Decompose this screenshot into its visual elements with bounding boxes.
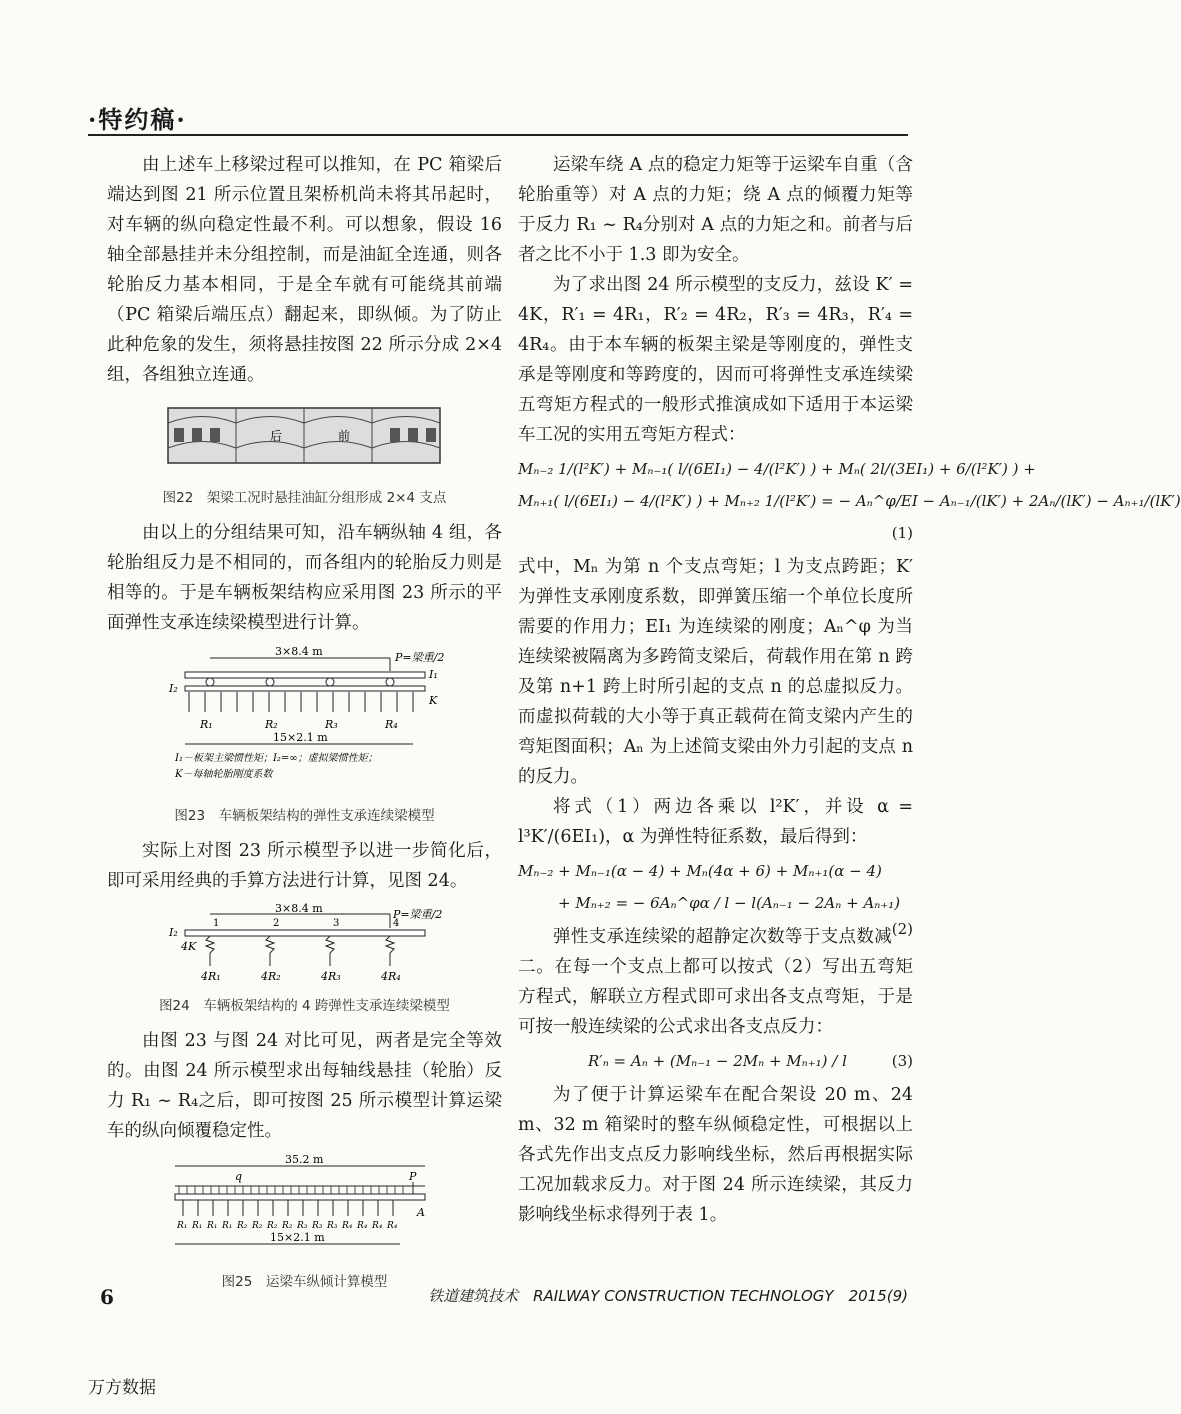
fig24-span: 3×8.4 m xyxy=(274,902,323,915)
right-paragraph-3: 式中，Mₙ 为第 n 个支点弯矩；l 为支点跨距；K′为弹性支承刚度系数，即弹簧压缩一个单位长度所需要的作用力；EI₁ 为连续梁的刚度；Aₙ^φ 为当连续梁被隔离为多跨简支梁后，荷载作用在第 n 跨及第 n+1 跨上时所引起的支点 n 的总虚拟反力。而虚拟荷载的大小等于真正载荷在简支梁内产生的弯矩图面积；Aₙ 为上述简支梁由外力引起的支点 n 的反力。 xyxy=(518,557,913,787)
fig23-r2: R₂ xyxy=(264,718,278,731)
fig23-load: P=梁重/2 xyxy=(394,651,444,664)
fig25-r-6: R₂ xyxy=(266,1221,277,1231)
figure-25-caption: 图25 运梁车纵倾计算模型 xyxy=(221,1274,388,1290)
fig25-r-2: R₁ xyxy=(206,1221,217,1231)
fig24-r3: 4R₃ xyxy=(320,970,341,983)
fig25-r-0: R₁ xyxy=(176,1221,187,1231)
watermark: 万方数据 xyxy=(88,1378,156,1398)
fig25-r-9: R₃ xyxy=(311,1221,322,1231)
four-span-beam-model xyxy=(155,904,455,986)
fig25-span: 35.2 m xyxy=(284,1153,323,1166)
right-paragraph-6: 为了便于计算运梁车在配合架设 20 m、24 m、32 m 箱梁时的整车纵倾稳定性，可根据以上各式先作出支点反力影响线坐标，然后再根据实际工况加载求反力。对于图 24 所示连续梁，其反力影响线坐标求得列于表 1。 xyxy=(518,1085,913,1225)
figure-22-caption: 图22 架梁工况时悬挂油缸分组形成 2×4 支点 xyxy=(162,490,447,506)
fig24-r1: 4R₁ xyxy=(200,970,221,983)
left-paragraph-1: 由上述车上移梁过程可以推知，在 PC 箱梁后端达到图 21 所示位置且架桥机尚未将其吊起时，对车辆的纵向稳定性最不利。可以想象，假设 16 轴全部悬挂并未分组控制，而是油缸全连通，则各轮胎反力基本相同，于是全车就有可能绕其前端（PC 箱梁后端压点）翻起来，即纵倾。为了防止此种危象的发生，须将悬挂按图 22 所示分成 2×4 组，各组独立连通。 xyxy=(107,155,502,385)
fig25-q: q xyxy=(234,1170,242,1183)
fig24-k: 4K xyxy=(180,940,196,953)
fig24-n4: 4 xyxy=(392,918,399,929)
fig25-r-14: R₄ xyxy=(386,1221,397,1231)
fig25-r-1: R₁ xyxy=(191,1221,202,1231)
fig23-bottom: 15×2.1 m xyxy=(272,731,328,744)
fig24-n1: 1 xyxy=(212,918,219,929)
elastic-beam-model xyxy=(155,646,455,796)
fig25-r-8: R₃ xyxy=(296,1221,307,1231)
fig25-r-13: R₄ xyxy=(371,1221,382,1231)
right-column xyxy=(518,150,1181,1230)
header-rule xyxy=(88,134,908,136)
fig25-r-12: R₄ xyxy=(356,1221,367,1231)
page-number: 6 xyxy=(100,1285,114,1309)
rear-label: 后 xyxy=(269,429,282,443)
figure-25 xyxy=(107,1154,502,1290)
fig24-n3: 3 xyxy=(332,918,339,929)
fig24-r4: 4R₄ xyxy=(380,970,401,983)
fig25-r-3: R₁ xyxy=(221,1221,232,1231)
left-paragraph-2: 由以上的分组结果可知，沿车辆纵轴 4 组，各轮胎组反力是不相同的，而各组内的轮胎反力则是相等的。于是车辆板架结构应采用图 23 所示的平面弹性支承连续梁模型进行计算。 xyxy=(107,523,502,633)
equation-1-number: (1) xyxy=(891,524,913,542)
figure-23-caption: 图23 车辆板架结构的弹性支承连续梁模型 xyxy=(174,808,435,824)
figure-22 xyxy=(107,398,502,506)
fig25-r-5: R₂ xyxy=(251,1221,262,1231)
equation-1-line-1: Mₙ₋₂ 1/(l²K′) + Mₙ₋₁( l/(6EI₁) − 4/(l²K′) ) + Mₙ( 2l/(3EI₁) + 6/(l²K′) ) + xyxy=(518,460,1036,478)
front-label: 前 xyxy=(337,429,350,443)
equation-3 xyxy=(518,1048,913,1074)
right-paragraph-5: 弹性支承连续梁的超静定次数等于支点数减二。在每一个支点上都可以按式（2）写出五弯矩方程式，解联立方程式即可求出各支点弯矩，于是可按一般连续梁的公式求出各支点反力： xyxy=(518,927,913,1037)
fig24-n2: 2 xyxy=(272,918,279,929)
right-paragraph-2: 为了求出图 24 所示模型的支反力，兹设 K′ = 4K，R′₁ = 4R₁，R′₂ = 4R₂，R′₃ = 4R₃，R′₄ = 4R₄。由于本车辆的板架主梁是等刚度的，弹性支承是等刚度和等跨度的，因而可将弹性支承连续梁五弯矩方程式的一般形式推演成如下适用于本运梁车工况的实用五弯矩方程式： xyxy=(518,275,913,445)
figure-24 xyxy=(107,904,502,1014)
fig23-i2: I₂ xyxy=(168,682,178,695)
fig23-r3: R₃ xyxy=(324,718,338,731)
section-header: ·特约稿· xyxy=(88,105,187,134)
equation-3-body: R′ₙ = Aₙ + (Mₙ₋₁ − 2Mₙ + Mₙ₊₁) / l xyxy=(588,1052,847,1070)
tipping-model xyxy=(155,1154,455,1262)
right-paragraph-4: 将式（1）两边各乘以 l²K′，并设 α = l³K′/(6EI₁)，α 为弹性特征系数，最后得到： xyxy=(518,797,913,847)
fig25-r-10: R₃ xyxy=(326,1221,337,1231)
suspension-diagram xyxy=(160,398,450,478)
fig24-load: P=梁重/2 xyxy=(392,908,442,921)
left-paragraph-4: 由图 23 与图 24 对比可见，两者是完全等效的。由图 24 所示模型求出每轴线悬挂（轮胎）反力 R₁ ~ R₄之后，即可按图 25 所示模型计算运梁车的纵向倾覆稳定性。 xyxy=(107,1031,502,1141)
fig25-a: A xyxy=(416,1206,425,1219)
figure-24-caption: 图24 车辆板架结构的 4 跨弹性支承连续梁模型 xyxy=(159,998,450,1014)
fig23-note1: I₁－板架主梁惯性矩；I₂=∞；虚拟梁惯性矩； xyxy=(174,753,378,764)
equation-3-number: (3) xyxy=(891,1052,913,1070)
equation-2-number: (2) xyxy=(891,920,913,938)
fig24-r2: 4R₂ xyxy=(260,970,281,983)
equation-2-line-2 xyxy=(518,890,913,938)
fig25-r-7: R₂ xyxy=(281,1221,292,1231)
right-paragraph-1: 运梁车绕 A 点的稳定力矩等于运梁车自重（含轮胎重等）对 A 点的力矩；绕 A 点的倾覆力矩等于反力 R₁ ~ R₄分别对 A 点的力矩之和。前者与后者之比不小于 1.3 即为安全。 xyxy=(518,155,913,265)
fig23-k: K xyxy=(428,694,437,707)
fig23-note2: K－每轴轮胎刚度系数 xyxy=(174,769,272,780)
fig23-span: 3×8.4 m xyxy=(274,645,323,658)
fig23-i1: I₁ xyxy=(428,668,438,681)
fig25-r-4: R₂ xyxy=(236,1221,247,1231)
equation-1-line-2: Mₙ₊₁( l/(6EI₁) − 4/(l²K′) ) + Mₙ₊₂ 1/(l²K′) = − Aₙ^φ/EI − Aₙ₋₁/(lK′) + 2Aₙ/(lK′) − Aₙ₊₁/(lK′) xyxy=(518,492,1181,510)
equation-2-line-1: Mₙ₋₂ + Mₙ₋₁(α − 4) + Mₙ(4α + 6) + Mₙ₊₁(α − 4) xyxy=(518,862,882,880)
left-column xyxy=(107,150,502,1302)
figure-23 xyxy=(107,646,502,824)
fig23-r4: R₄ xyxy=(384,718,398,731)
journal-title: 铁道建筑技术 RAILWAY CONSTRUCTION TECHNOLOGY 2015(9) xyxy=(428,1287,908,1305)
left-paragraph-3: 实际上对图 23 所示模型予以进一步简化后，即可采用经典的手算方法进行计算，见图 24。 xyxy=(107,841,502,891)
fig25-p: P xyxy=(408,1170,416,1183)
fig23-r1: R₁ xyxy=(199,718,213,731)
fig25-bottom: 15×2.1 m xyxy=(269,1231,325,1244)
fig25-r-11: R₄ xyxy=(341,1221,352,1231)
equation-2-body: + Mₙ₊₂ = − 6Aₙ^φα / l − l(Aₙ₋₁ − 2Aₙ + Aₙ₊₁) xyxy=(558,894,901,912)
fig24-i2: I₂ xyxy=(168,926,178,939)
